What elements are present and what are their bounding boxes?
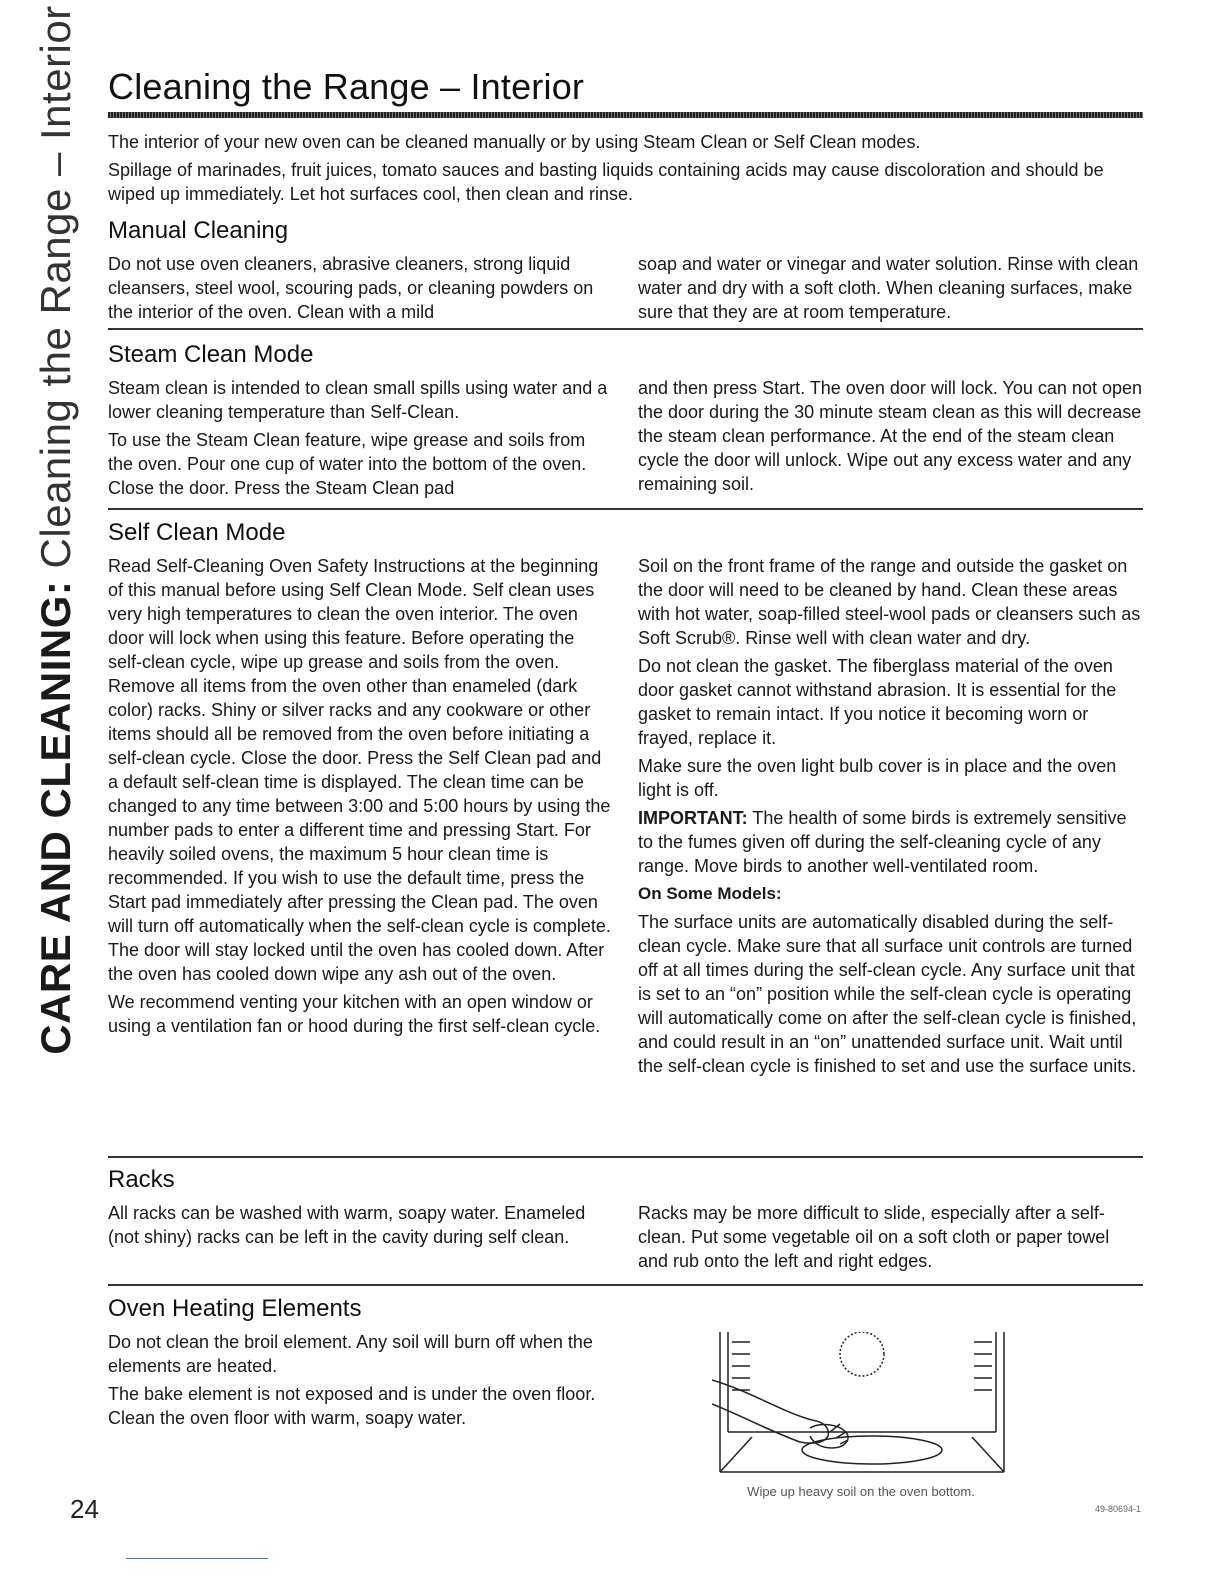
self-right-text: Soil on the front frame of the range and outside the gasket on the door will need to be cleaned by hand. Clean these areas with hot water, soap-filled steel-wool pads or cleansers such as Soft Scrub®. Rinse well with clean water and dry. bbox=[638, 556, 1141, 648]
self-right-text: Do not clean the gasket. The fiberglass material of the oven door gasket cannot withstand abrasion. It is essential for the gasket to remain intact. If you notice it becoming worn or frayed, replace it. bbox=[638, 656, 1117, 748]
page-number: 24 bbox=[70, 1494, 99, 1524]
section-divider bbox=[108, 1284, 1143, 1286]
racks-heading: Racks bbox=[108, 1166, 175, 1193]
footer-link-line bbox=[126, 1558, 268, 1559]
heating-text: The bake element is not exposed and is under the oven floor. Clean the oven floor with warm, soapy water. bbox=[108, 1384, 596, 1428]
section-divider bbox=[108, 508, 1143, 510]
manual-cleaning-section bbox=[108, 216, 1143, 328]
models-text: The surface units are automatically disabled during the self-clean cycle. Make sure that all surface unit controls are turned off at all times during the self-clean cycle. Any surface unit that is set to an “on” position while the self-clean cycle is operating will automatically come on after the self-clean cycle is finished, and could result in an “on” unattended surface unit. Wait until the self-clean cycle is finished to set and use the surface units. bbox=[638, 912, 1137, 1076]
racks-right-text: Racks may be more difficult to slide, especially after a self-clean. Put some vegetable oil on a soft cloth or paper towel and rub onto the left and right edges. bbox=[638, 1203, 1110, 1271]
self-clean-heading: Self Clean Mode bbox=[108, 519, 286, 546]
intro-paragraph: The interior of your new oven can be cleaned manually or by using Steam Clean or Self Clean modes. bbox=[108, 132, 921, 152]
self-left-text: Read Self-Cleaning Oven Safety Instructions at the beginning of this manual before using Self Clean Mode. Self clean uses very high temperatures to clean the oven interior. The oven door will lock when using this feature. Before operating the self-clean cycle, wipe up grease and soils from the oven. Remove all items from the oven other than enameled (dark color) racks. Shiny or silver racks and any cookware or other items should all be removed from the oven before initiating a self-clean cycle. Close the door. Press the Self Clean pad and a default self-clean time is displayed. The clean time can be changed to any time between 3:00 and 5:00 hours by using the number pads to enter a different time and pressing Start. For heavily soiled ovens, the maximum 5 hour clean time is recommended. If you wish to use the default time, press the Start pad immediately after pressing the Clean pad. The oven will turn off automatically when the self-clean cycle is complete. The door will stay locked until the oven has cooled down. After the oven has cooled down wipe any ash out of the oven. bbox=[108, 556, 611, 984]
racks-section bbox=[108, 1165, 1143, 1277]
manual-cleaning-heading: Manual Cleaning bbox=[108, 217, 289, 244]
steam-left-text: Steam clean is intended to clean small spills using water and a lower cleaning temperature than Self-Clean. bbox=[108, 378, 608, 422]
figure-caption: Wipe up heavy soil on the oven bottom. bbox=[747, 1484, 975, 1499]
steam-clean-heading: Steam Clean Mode bbox=[108, 341, 314, 368]
side-tab bbox=[28, 5, 84, 1055]
heating-elements-heading: Oven Heating Elements bbox=[108, 1295, 362, 1322]
steam-right-text: and then press Start. The oven door will lock. You can not open the door during the 30 minute steam clean as this will decrease the steam clean performance. At the end of the steam clean cycle the door will unlock. Wipe out any excess water and any remaining soil. bbox=[638, 378, 1142, 494]
self-right-text: Make sure the oven light bulb cover is in place and the oven light is off. bbox=[638, 756, 1117, 800]
important-label: IMPORTANT: bbox=[638, 808, 748, 828]
intro bbox=[108, 130, 1143, 210]
manual-right-text: soap and water or vinegar and water solution. Rinse with clean water and dry with a soft cloth. When cleaning surfaces, make sure that they are at room temperature. bbox=[638, 254, 1139, 322]
section-divider bbox=[108, 328, 1143, 330]
racks-left-text: All racks can be washed with warm, soapy water. Enameled (not shiny) racks can be left in the cavity during self clean. bbox=[108, 1203, 586, 1247]
steam-clean-section bbox=[108, 340, 1143, 504]
self-left-text: We recommend venting your kitchen with an open window or using a ventilation fan or hood during the first self-clean cycle. bbox=[108, 992, 601, 1036]
self-clean-section bbox=[108, 518, 1143, 1082]
important-text: The health of some birds is extremely sensitive to the fumes given off during the self-cleaning cycle of any range. Move birds to another well-ventilated room. bbox=[638, 808, 1127, 876]
document-number: 49-80694-1 bbox=[1094, 1504, 1141, 1514]
manual-left-text: Do not use oven cleaners, abrasive cleaners, strong liquid cleansers, steel wool, scouring pads, or cleaning powders on the interior of the oven. Clean with a mild bbox=[108, 254, 594, 322]
heating-text: Do not clean the broil element. Any soil will burn off when the elements are heated. bbox=[108, 1332, 593, 1376]
section-divider bbox=[108, 1156, 1143, 1158]
models-label: On Some Models: bbox=[638, 884, 782, 903]
page-title: Cleaning the Range – Interior bbox=[108, 66, 585, 107]
intro-paragraph: Spillage of marinades, fruit juices, tomato sauces and basting liquids containing acids may cause discoloration and should be wiped up immediately. Let hot surfaces cool, then clean and rinse. bbox=[108, 160, 1104, 204]
steam-left-text: To use the Steam Clean feature, wipe grease and soils from the oven. Pour one cup of water into the bottom of the oven. Close the door. Press the Steam Clean pad bbox=[108, 430, 587, 498]
title-rule bbox=[108, 112, 1143, 118]
oven-cleaning-illustration bbox=[712, 1332, 1012, 1480]
side-tab-topic: Cleaning the Range – Interior bbox=[32, 5, 79, 569]
side-tab-section: CARE AND CLEANING: bbox=[32, 580, 79, 1055]
